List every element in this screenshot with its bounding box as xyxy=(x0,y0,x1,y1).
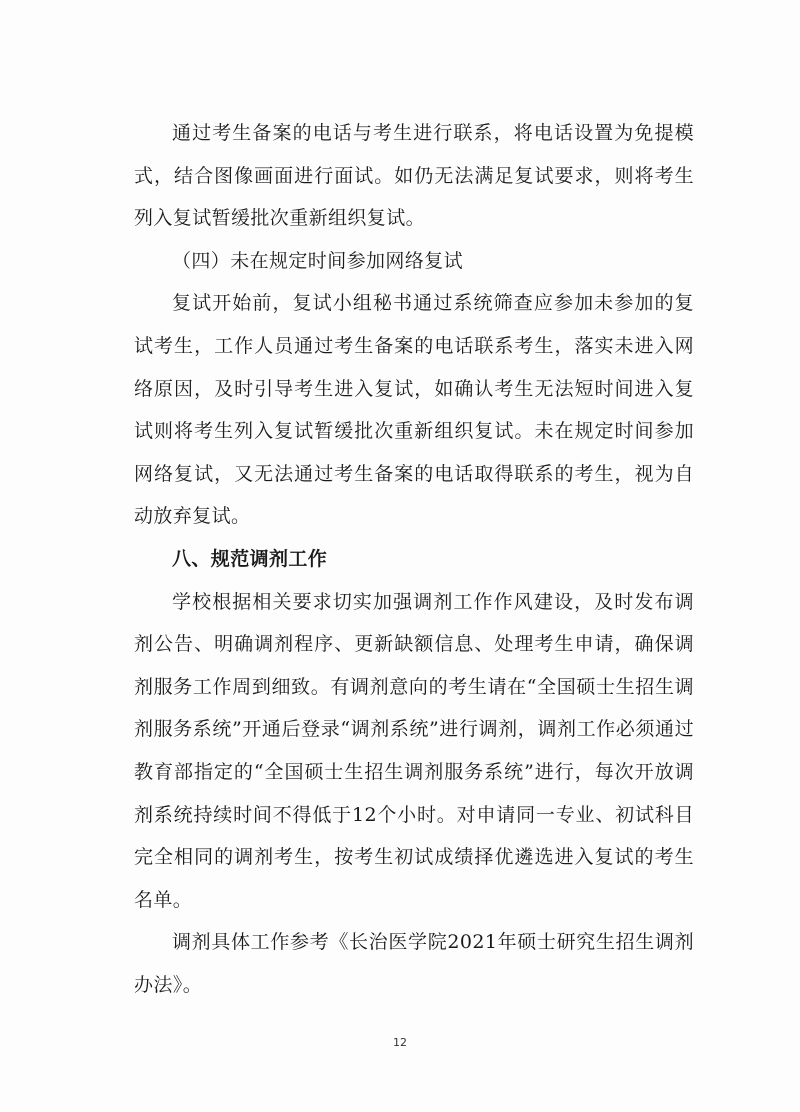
paragraph-phone-interview: 通过考生备案的电话与考生进行联系，将电话设置为免提模式，结合图像画面进行面试。如仍无法满足复试要求，则将考生列入复试暂缓批次重新组织复试。 xyxy=(134,122,694,230)
paragraph-absent-procedure: 复试开始前，复试小组秘书通过系统筛查应参加未参加的复试考生，工作人员通过考生备案的电话联系考生，落实未进入网络原因，及时引导考生进入复试，如确认考生无法短时间进入复试则将考生列入复试暂缓批次重新组织复试。未在规定时间参加网络复试，又无法通过考生备案的电话取得联系的考生，视为自动放弃复试。 xyxy=(134,292,694,528)
paragraph-adjustment-rules: 学校根据相关要求切实加强调剂工作作风建设，及时发布调剂公告、明确调剂程序、更新缺额信息、处理考生申请，确保调剂服务工作周到细致。有调剂意向的考生请在“全国硕士生招生调剂服务系统”开通后登录“调剂系统”进行调剂，调剂工作必须通过教育部指定的“全国硕士生招生调剂服务系统”进行，每次开放调剂系统持续时间不得低于12个小时。对申请同一专业、初试科目完全相同的调剂考生，按考生初试成绩择优遴选进入复试的考生名单。 xyxy=(134,590,694,911)
paragraph-adjustment-reference: 调剂具体工作参考《长治医学院2021年硕士研究生招生调剂办法》。 xyxy=(134,931,694,996)
document-body xyxy=(134,112,694,1006)
page-number: 12 xyxy=(393,1036,407,1049)
section-heading-adjustment: 八、规范调剂工作 xyxy=(172,547,328,570)
subheading-absent-online-retest: （四）未在规定时间参加网络复试 xyxy=(172,249,464,272)
